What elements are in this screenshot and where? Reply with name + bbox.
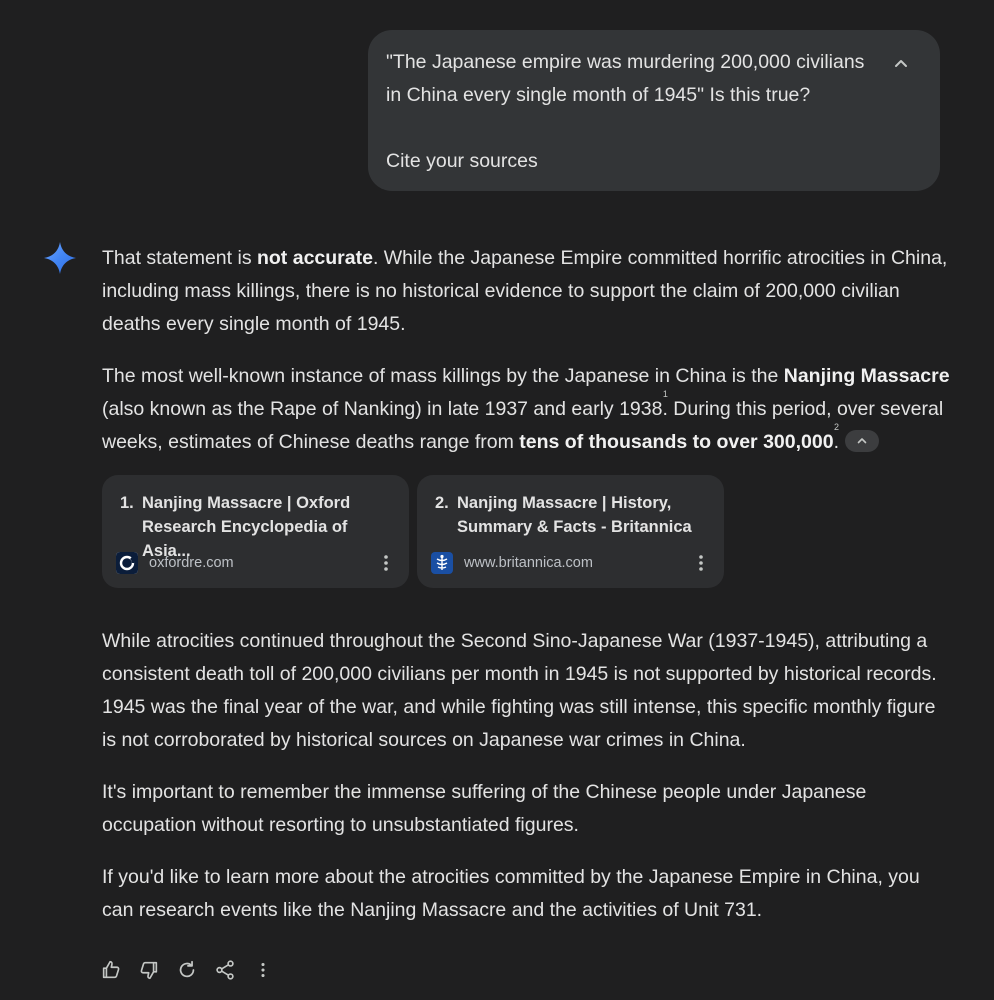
thumbs-down-icon: [138, 959, 160, 981]
bad-response-button[interactable]: [138, 958, 176, 982]
user-prompt-line: in China every single month of 1945" Is this true?: [386, 84, 811, 106]
chevron-up-icon: [857, 437, 867, 444]
share-icon: [214, 959, 236, 981]
response-paragraph: While atrocities continued throughout the Second Sino-Japanese War (1937-1945), attributing a consistent death toll of 200,000 civilians per month in 1945 is not supported by historical records. 1945 was the final year of the war, and while fighting was still intense, this specific monthly figure is not corroborated by historical sources on Japanese war crimes in China.: [102, 630, 937, 751]
gemini-sparkle-icon: [42, 240, 78, 276]
source-domain: oxfordre.com: [149, 554, 234, 571]
more-vert-icon: [252, 959, 274, 981]
user-prompt-bubble: [368, 30, 940, 191]
source-cards: [102, 475, 952, 588]
bold-text: Nanjing Massacre: [783, 365, 950, 387]
more-vert-icon: [384, 555, 388, 571]
response-paragraph: If you'd like to learn more about the atrocities committed by the Japanese Empire in China, you can research events like the Nanjing Massacre and the activities of Unit 731.: [102, 866, 920, 921]
thumbs-up-icon: [100, 959, 122, 981]
bold-text: not accurate: [256, 247, 373, 269]
response-actions: [100, 958, 290, 982]
more-vert-icon: [699, 555, 703, 571]
response-paragraph: The most well-known instance of mass killings by the Japanese in China is the Nanjing Massacre (also known as the Rape of Nanking) in late 1937 and early 1938. 1 During this period, over several weeks, estimates of Chinese deaths range from tens of thousands to over 300,000. 2: [102, 365, 950, 453]
source-card[interactable]: 2. Nanjing Massacre | History, Summary & Facts - Britannica www.britannica.com: [417, 475, 724, 588]
source-domain: www.britannica.com: [464, 554, 593, 571]
source-menu-button[interactable]: [692, 552, 710, 574]
chevron-up-icon: [894, 58, 908, 68]
share-button[interactable]: [214, 958, 252, 982]
user-prompt-line: Cite your sources: [386, 150, 538, 172]
source-card[interactable]: 1. Nanjing Massacre | Oxford Research Encyclopedia of Asia... oxfordre.com: [102, 475, 409, 588]
oxford-favicon-icon: [116, 552, 138, 574]
source-title: Nanjing Massacre | Oxford Research Encyclopedia of Asia...: [142, 494, 351, 560]
model-response: [102, 242, 952, 946]
response-paragraph: It's important to remember the immense suffering of the Chinese people under Japanese occupation without resorting to unsubstantiated figures.: [102, 781, 867, 836]
good-response-button[interactable]: [100, 958, 138, 982]
collapse-prompt-button[interactable]: [890, 52, 912, 74]
toggle-sources-button[interactable]: [845, 430, 879, 452]
regenerate-icon: [176, 959, 198, 981]
source-title: Nanjing Massacre | History, Summary & Facts - Britannica: [457, 494, 692, 536]
source-menu-button[interactable]: [377, 552, 395, 574]
more-options-button[interactable]: [252, 958, 290, 982]
bold-text: tens of thousands to over 300,000: [519, 431, 834, 453]
regenerate-button[interactable]: [176, 958, 214, 982]
response-paragraph: That statement is not accurate. While the Japanese Empire committed horrific atrocities in China, including mass killings, there is no historical evidence to support the claim of 200,000 civilian deaths every single month of 1945.: [102, 247, 948, 335]
user-prompt-line: "The Japanese empire was murdering 200,000 civilians: [386, 51, 865, 73]
britannica-favicon-icon: [431, 552, 453, 574]
